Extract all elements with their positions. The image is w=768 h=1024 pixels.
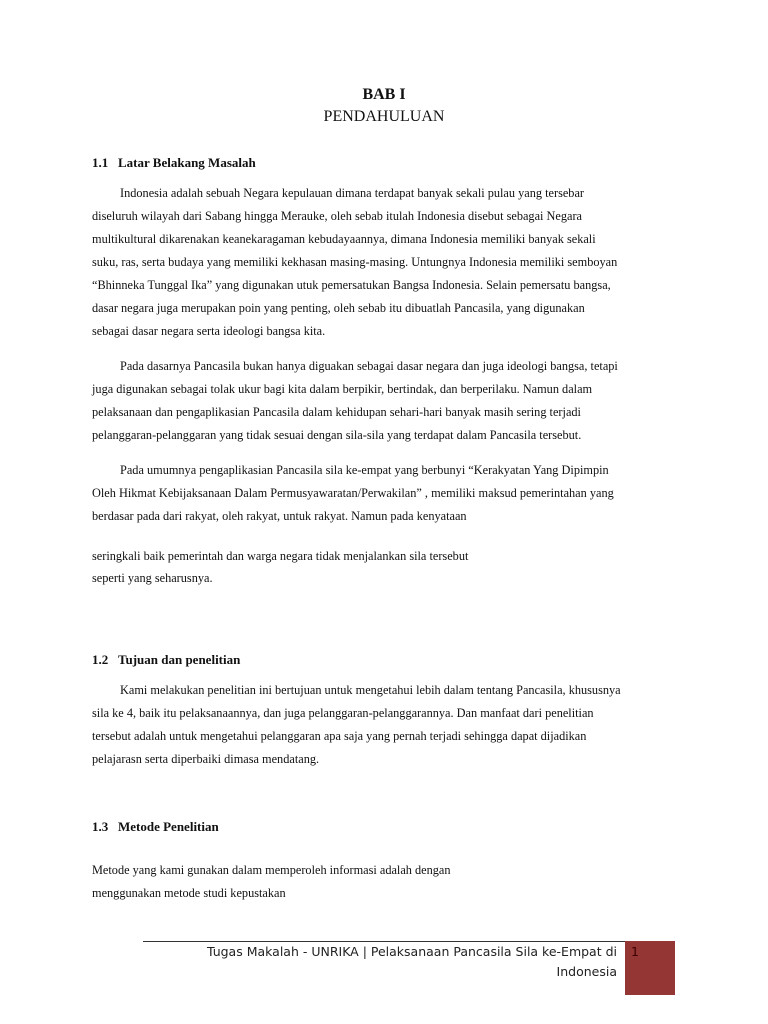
page-number: 1 <box>631 944 639 959</box>
paragraph <box>92 182 692 343</box>
text-line: pelanggaran-pelanggaran yang tidak sesuai dengan sila-sila yang terdapat dalam Pancasila tersebut. <box>92 428 582 442</box>
text-line: sebagai dasar negara serta ideologi bangsa kita. <box>92 324 326 338</box>
text-line: Metode yang kami gunakan dalam memperoleh informasi adalah dengan <box>92 863 451 877</box>
text-line: berdasar pada dari rakyat, oleh rakyat, untuk rakyat. Namun pada kenyataan <box>92 509 467 523</box>
section-title: Latar Belakang Masalah <box>118 155 256 170</box>
text-line: Oleh Hikmat Kebijaksanaan Dalam Permusyawaratan/Perwakilan” , memiliki maksud pemerintahan yang <box>92 486 614 500</box>
text-line: seringkali baik pemerintah dan warga negara tidak menjalankan sila tersebut <box>92 549 469 563</box>
section-title: Metode Penelitian <box>118 819 219 834</box>
chapter-number: BAB I <box>362 86 406 103</box>
footer-line: Tugas Makalah - UNRIKA | Pelaksanaan Pancasila Sila ke-Empat di <box>206 944 617 959</box>
text-line: seperti yang seharusnya. <box>92 571 213 585</box>
text-line: multikultural dikarenakan keanekaragaman kebudayaannya, dimana Indonesia memiliki banyak sekali <box>92 232 596 246</box>
text-line: suku, ras, serta budaya yang memiliki kekhasan masing-masing. Untungnya Indonesia memiliki semboyan <box>92 255 618 269</box>
text-line: diseluruh wilayah dari Sabang hingga Merauke, oleh sebab itulah Indonesia disebut sebagai Negara <box>92 209 583 223</box>
text-line: sila ke 4, baik itu pelaksanaannya, dan juga pelanggaran-pelanggarannya. Dan manfaat dari penelitian <box>92 706 594 720</box>
text-line: Pada dasarnya Pancasila bukan hanya diguakan sebagai dasar negara dan juga ideologi bangsa, tetapi <box>120 359 618 373</box>
paragraph <box>92 355 692 447</box>
page-number-box <box>625 941 675 995</box>
paragraph <box>92 545 692 589</box>
text-line: pelaksanaan dan pengaplikasian Pancasila dalam kehidupan sehari-hari banyak masih sering terjadi <box>92 405 581 419</box>
section-number: 1.1 <box>92 155 109 170</box>
section-heading-1-1 <box>92 152 256 174</box>
text-line: “Bhinneka Tunggal Ika” yang digunakan utuk pemersatukan Bangsa Indonesia. Selain pemersatu bangsa, <box>92 278 611 292</box>
text-line: menggunakan metode studi kepustakan <box>92 886 286 900</box>
section-number: 1.2 <box>92 652 109 667</box>
text-line: tersebut adalah untuk mengetahui pelanggaran apa saja yang pernah terjadi sehingga dapat dijadikan <box>92 729 587 743</box>
text-line: Kami melakukan penelitian ini bertujuan untuk mengetahui lebih dalam tentang Pancasila, khususnya <box>120 683 621 697</box>
paragraph <box>92 859 692 905</box>
section-heading-1-2 <box>92 649 240 671</box>
section-title: Tujuan dan penelitian <box>118 652 241 667</box>
section-heading-1-3 <box>92 816 219 838</box>
section-number: 1.3 <box>92 819 109 834</box>
text-line: Pada umumnya pengaplikasian Pancasila sila ke-empat yang berbunyi “Kerakyatan Yang Dipimpin <box>120 463 609 477</box>
footer-line: Indonesia <box>556 964 617 979</box>
chapter-title: PENDAHULUAN <box>323 108 445 125</box>
footer-text <box>143 942 617 982</box>
paragraph <box>92 679 692 771</box>
text-line: juga digunakan sebagai tolak ukur bagi kita dalam berpikir, bertindak, dan berperilaku. Namun dalam <box>92 382 593 396</box>
text-line: dasar negara juga merupakan poin yang penting, oleh sebab itu dibuatlah Pancasila, yang digunakan <box>92 301 585 315</box>
paragraph <box>92 459 692 528</box>
text-line: pelajarasn serta diperbaiki dimasa mendatang. <box>92 752 320 766</box>
text-line: Indonesia adalah sebuah Negara kepulauan dimana terdapat banyak sekali pulau yang tersebar <box>120 186 585 200</box>
